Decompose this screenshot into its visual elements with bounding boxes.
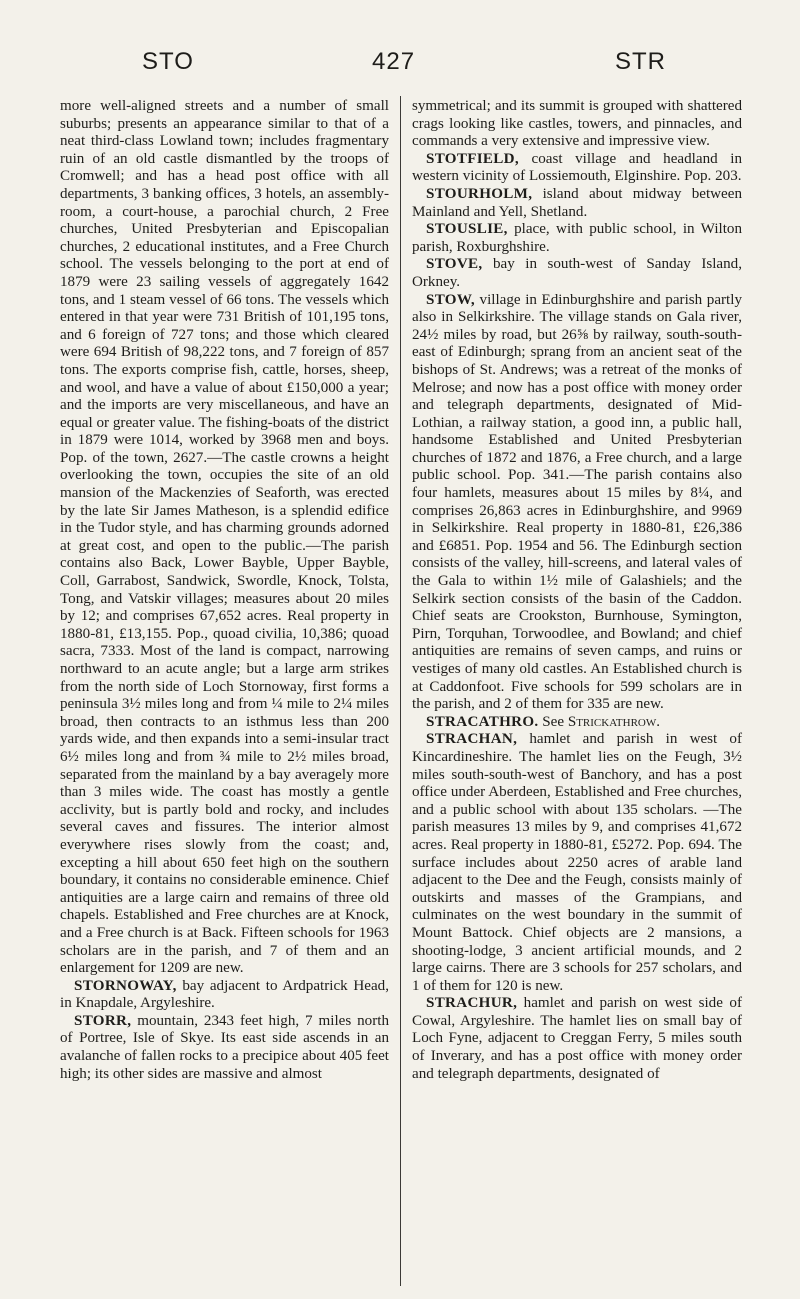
- gazetteer-entry: [60, 978, 389, 1013]
- gazetteer-entry: [412, 186, 742, 221]
- entry-text: hamlet and parish on west side of Cowal, Argyleshire. The hamlet lies on small bay of Loch Fyne, adjacent to Creggan Ferry, 5 miles south of Inverary, and has a post office with money order and telegraph departments, designated of: [412, 995, 742, 1082]
- gazetteer-entry: [412, 151, 742, 186]
- entry-headword: STOTFIELD,: [426, 150, 519, 167]
- gazetteer-entry: [412, 256, 742, 291]
- gazetteer-entry: [412, 995, 742, 1083]
- entry-headword: STORNOWAY,: [74, 977, 177, 994]
- entry-headword: STORR,: [74, 1012, 132, 1029]
- running-header: [0, 48, 800, 78]
- header-right-guide-word: STR: [615, 48, 666, 75]
- entry-text: more well-aligned streets and a number of small suburbs; presents an appearance similar to that of a neat third-class Lowland town; includes fragmentary ruin of an old castle dismantled by the troops of Cromwell; and has a head post office with all departments, 3 banking offices, 3 hotels, an assembly-room, a court-house, a parochial church, 2 Free churches, United Presbyterian and Episcopalian churches, 2 educational institutes, and a Free Church school. The vessels belonging to the port at end of 1879 were 23 sailing vessels of aggregately 1642 tons, and 1 steam vessel of 66 tons. The vessels which entered in that year were 731 British of 101,195 tons, and 6 foreign of 727 tons; and those which cleared were 694 British of 98,222 tons, and 7 foreign of 857 tons. The exports comprise fish, cattle, horses, sheep, and wool, and have a value of about £150,000 a year; and the imports are very miscellaneous, and have an equal or greater value. The fishing-boats of the district in 1879 were 1014, worked by 3968 men and boys. Pop. of the town, 2627.—The castle crowns a height overlooking the town, occupies the site of an old mansion of the Mackenzies of Seaforth, was erected by the late Sir James Matheson, is a splendid edifice in the Tudor style, and has charming grounds adorned at great cost, and open to the public.—The parish contains also Back, Lower Bayble, Upper Bayble, Coll, Garrabost, Sandwick, Swordle, Knock, Tolsta, Tong, and Vatskir villages; measures about 20 miles by 12; and comprises 67,652 acres. Real property in 1880-81, £13,155. Pop., quoad civilia, 10,386; quoad sacra, 7333. Most of the land is compact, narrowing northward to an acute angle; but a large arm strikes from the north side of Loch Stornoway, first forms a peninsula 3½ miles long and from ¼ mile to 2¼ miles broad, then contracts to an isthmus less than 200 yards wide, and then expands into a semi-insular tract 6½ miles long and from ¾ mile to 2½ miles broad, separated from the mainland by a bay averagely more than 3 miles wide. The coast has mostly a gentle acclivity, but is partly bold and rocky, and includes several caves and fissures. The interior almost everywhere rises slowly from the coast; and, excepting a hill about 650 feet high on the southern boundary, it contains no considerable eminence. Chief antiquities are a large cairn and remains of three old chapels. Established and Free churches are at Knock, and a Free church is at Back. Fifteen schools for 1963 scholars are in the parish, and 7 of them and an enlargement for 1209 are new.: [60, 98, 389, 977]
- entry-headword: STOVE,: [426, 256, 483, 273]
- gazetteer-entry: [412, 714, 742, 732]
- header-left-guide-word: STO: [142, 48, 194, 75]
- gazetteer-entry: [412, 292, 742, 714]
- cross-reference-link: Strickathrow.: [567, 713, 661, 730]
- column-divider: [400, 96, 401, 1286]
- left-column: [60, 98, 389, 1083]
- gazetteer-entry: [412, 98, 742, 151]
- entry-text: See: [538, 713, 568, 730]
- entry-text: bay in south-west of Sanday Island, Orkney.: [412, 256, 742, 290]
- entry-text: bay adjacent to Ardpatrick Head, in Knapdale, Argyleshire.: [60, 977, 389, 1012]
- entry-text: mountain, 2343 feet high, 7 miles north of Portree, Isle of Skye. Its east side ascends in an avalanche of fallen rocks to a precipice about 405 feet high; its other sides are massive and almost: [60, 1012, 389, 1082]
- entry-headword: STOUSLIE,: [426, 221, 508, 238]
- entry-headword: STOW,: [426, 291, 475, 308]
- entry-text: symmetrical; and its summit is grouped with shattered crags looking like castles, towers, and pinnacles, and commands a very extensive and impressive view.: [412, 98, 742, 150]
- right-column: [412, 98, 742, 1083]
- entry-headword: STRACHAN,: [426, 731, 518, 748]
- gazetteer-entry: [60, 98, 389, 978]
- entry-text: place, with public school, in Wilton parish, Roxburghshire.: [412, 221, 742, 255]
- entry-headword: STRACHUR,: [426, 995, 518, 1012]
- entry-text: island about midway between Mainland and Yell, Shetland.: [412, 185, 742, 220]
- gazetteer-entry: [412, 731, 742, 995]
- entry-text: village in Edinburghshire and parish partly also in Selkirkshire. The village stands on Gala river, 24½ miles by road, but 26⅝ by railway, south-south-east of Edinburgh; sprang from an ancient seat of the bishops of St. Andrews; was a retreat of the monks of Melrose; and now has a post office with money order and telegraph departments, designated of Mid-Lothian, a railway station, a good inn, a public hall, handsome Established and United Presbyterian churches of 1872 and 1876, a Free church, and a large public school. Pop. 341.—The parish contains also four hamlets, measures about 15 miles by 8¼, and comprises 26,863 acres in Edinburghshire, and 9969 in Selkirkshire. Real property in 1880-81, £26,386 and £6851. Pop. 1954 and 56. The Edinburgh section consists of the valley, hill-screens, and lateral vales of the Gala to within 1½ mile of Galashiels; and the Selkirk section consists of the basin of the Caddon. Chief seats are Crookston, Burnhouse, Symington, Pirn, Torquhan, Torwoodlee, and Bowland; and chief antiquities are remains of seven camps, and ruins or vestiges of many old castles. An Established church is at Caddonfoot. Five schools for 599 scholars are in the parish, and 2 of them for 335 are new.: [412, 291, 742, 713]
- entry-text: hamlet and parish in west of Kincardineshire. The hamlet lies on the Feugh, 3½ miles south-south-west of Banchory, and has a post office under Aberdeen, Established and Free churches, and a public school with about 135 scholars. —The parish measures 13 miles by 9, and comprises 41,672 acres. Real property in 1880-81, £5272. Pop. 694. The surface includes about 2250 acres of arable land adjacent to the Dee and the Feugh, consists mainly of outskirts and masses of the Grampians, and culminates on the west boundary in the summit of Mount Battock. Chief objects are 2 mansions, a shooting-lodge, 3 ancient artificial mounds, and 2 large cairns. There are 3 schools for 257 scholars, and 1 of them for 120 is new.: [412, 731, 742, 994]
- entry-headword: STRACATHRO.: [426, 713, 539, 730]
- gazetteer-entry: [412, 221, 742, 256]
- gazetteer-entry: [60, 1013, 389, 1083]
- entry-headword: STOURHOLM,: [426, 185, 533, 202]
- page-number: 427: [372, 48, 416, 75]
- entry-text: coast village and headland in western vicinity of Lossiemouth, Elginshire. Pop. 203.: [412, 150, 742, 185]
